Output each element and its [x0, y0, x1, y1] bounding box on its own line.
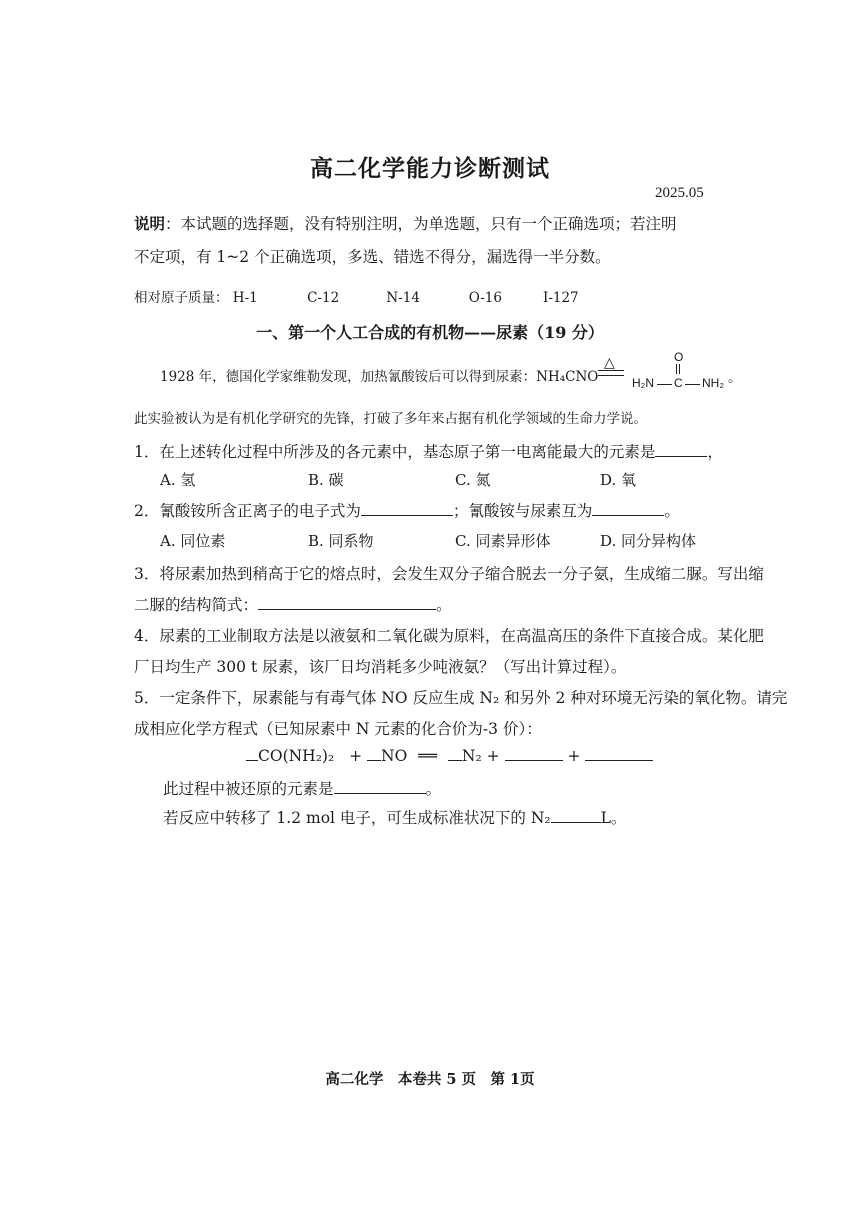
question-5-line-1: 5．一定条件下，尿素能与有毒气体 NO 反应生成 N₂ 和另外 2 种对环境无污染的氧化物。请完: [134, 689, 788, 707]
urea-bond-left: [657, 384, 672, 385]
question-3-blank[interactable]: [258, 595, 436, 610]
product-blank-2[interactable]: [585, 746, 653, 761]
urea-right-amine: NH₂: [702, 376, 724, 390]
coef-blank-no[interactable]: [367, 746, 381, 761]
atomic-mass-c: C-12: [307, 290, 340, 306]
question-3-end: 。: [436, 596, 452, 614]
q1-option-c: C. 氮: [455, 471, 491, 489]
q2-option-c: C. 同素异形体: [455, 532, 551, 550]
reduced-element-text: 此过程中被还原的元素是: [163, 780, 334, 798]
urea-double-bond-1: [676, 364, 677, 374]
electron-transfer-text: 若反应中转移了 1.2 mol 电子，可生成标准状况下的 N₂: [163, 809, 551, 827]
instructions-line-1: [134, 212, 677, 234]
intro-line-2: 此实验被认为是有机化学研究的先锋，打破了多年来占据有机化学领域的生命力学说。: [134, 411, 647, 427]
section-heading: 一、第一个人工合成的有机物——尿素（19 分）: [256, 323, 604, 342]
eq-n2: N₂: [461, 747, 482, 765]
question-2-blank-1[interactable]: [361, 501, 453, 516]
question-2-text-a: 2．氰酸铵所含正离子的电子式为: [134, 502, 361, 520]
reaction-equation: [246, 746, 653, 765]
question-3-line-2: [134, 593, 452, 615]
question-4-line-2: 厂日均生产 300 t 尿素，该厂日均消耗多少吨液氨？（写出计算过程）。: [134, 658, 627, 676]
q2-option-d: D. 同分异构体: [600, 532, 697, 550]
atomic-mass-o: O-16: [468, 290, 502, 306]
urea-carbon: C: [674, 376, 683, 390]
electron-transfer-blank[interactable]: [551, 808, 601, 823]
question-5-line-2: 成相应化学方程式（已知尿素中 N 元素的化合价为-3 价）：: [134, 720, 542, 738]
heat-condition: △: [604, 355, 615, 371]
question-4-line-1: 4．尿素的工业制取方法是以液氨和二氧化碳为原料，在高温高压的条件下直接合成。某化肥: [134, 627, 764, 645]
exam-date: 2025.05: [655, 185, 704, 201]
atomic-mass-n: N-14: [386, 290, 420, 306]
reaction-arrow-top: [598, 370, 624, 371]
reduced-element-end: 。: [425, 780, 442, 798]
electron-transfer-end: L。: [600, 809, 627, 827]
page-footer: 高二化学 本卷共 5 页 第 1页: [325, 1071, 535, 1088]
eq-no: NO: [381, 747, 408, 765]
question-1-blank[interactable]: [655, 442, 707, 457]
instructions-label: 说明: [134, 214, 166, 233]
question-1: [134, 440, 723, 462]
coef-blank-n2[interactable]: [448, 746, 462, 761]
intro-period: 。: [728, 370, 742, 386]
urea-double-bond-2: [679, 364, 680, 374]
q2-option-a: A. 同位素: [160, 532, 226, 550]
product-blank-1[interactable]: [505, 746, 563, 761]
q1-option-d: D. 氧: [600, 471, 637, 489]
urea-left-amine: H₂N: [632, 376, 654, 390]
intro-line-1: 1928 年，德国化学家维勒发现，加热氰酸铵后可以得到尿素：NH₄CNO: [160, 369, 599, 385]
reduced-element-question: [163, 777, 441, 799]
q2-option-b: B. 同系物: [308, 532, 374, 550]
reaction-arrow-bottom: [598, 375, 624, 376]
question-3-line-1: 3．将尿素加热到稍高于它的熔点时，会发生双分子缩合脱去一分子氨，生成缩二脲。写出缩: [134, 565, 764, 583]
question-2-blank-2[interactable]: [592, 501, 664, 516]
q1-option-b: B. 碳: [308, 471, 344, 489]
electron-transfer-question: [163, 806, 626, 828]
atomic-masses: [134, 286, 579, 306]
question-1-end: ，: [707, 443, 723, 461]
page-title: 高二化学能力诊断测试: [310, 155, 550, 182]
atomic-mass-i: I-127: [542, 290, 579, 306]
instructions-line-2: 不定项，有 1~2 个正确选项，多选、错选不得分，漏选得一半分数。: [134, 248, 611, 266]
eq-plus-2: +: [486, 747, 500, 765]
atomic-masses-label: 相对原子质量：: [134, 290, 229, 306]
reduced-element-blank[interactable]: [334, 779, 426, 794]
eq-plus-1: +: [349, 747, 363, 765]
atomic-mass-h: H-1: [232, 290, 258, 306]
eq-equals: ══: [418, 747, 437, 765]
coef-blank-urea[interactable]: [246, 746, 258, 761]
question-2-end: 。: [664, 502, 680, 520]
urea-oxygen: O: [674, 350, 684, 364]
instructions-text-1: ：本试题的选择题，没有特别注明，为单选题，只有一个正确选项；若注明: [165, 215, 677, 233]
urea-bond-right: [685, 384, 700, 385]
question-2-text-b: ；氰酸铵与尿素互为: [452, 502, 593, 520]
question-3-text: 二脲的结构简式：: [134, 596, 259, 614]
eq-plus-3: +: [567, 747, 581, 765]
question-2: [134, 499, 680, 521]
q1-option-a: A. 氢: [160, 471, 196, 489]
question-1-text: 1．在上述转化过程中所涉及的各元素中，基态原子第一电离能最大的元素是: [134, 443, 656, 461]
eq-urea: CO(NH₂)₂: [258, 747, 335, 765]
